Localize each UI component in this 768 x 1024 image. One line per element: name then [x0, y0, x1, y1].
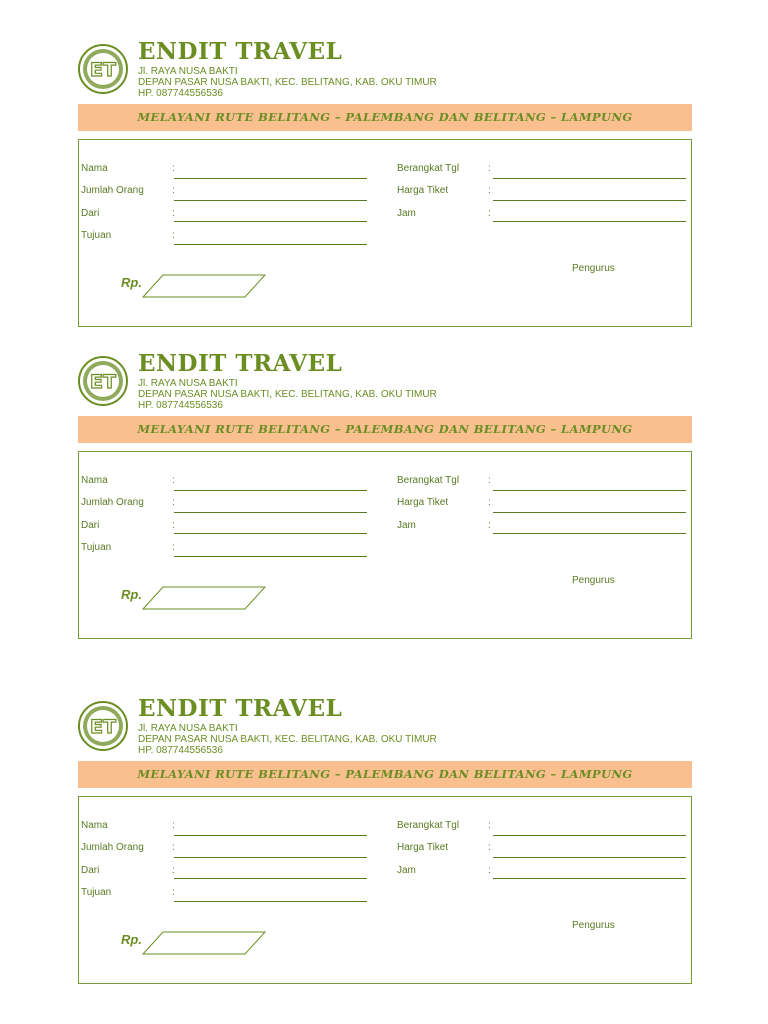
tujuan-label: Tujuan — [81, 887, 112, 898]
rp-label: Rp. — [121, 587, 142, 602]
harga-tiket-label: Harga Tiket — [397, 497, 449, 508]
ticket-1 — [78, 38, 692, 344]
logo-text: ET — [90, 371, 116, 393]
route-banner-text: MELAYANI RUTE BELITANG – PALEMBANG DAN BELITANG – LAMPUNG — [137, 422, 633, 436]
dari-field[interactable] — [174, 533, 367, 534]
colon: : — [488, 163, 491, 174]
tujuan-label: Tujuan — [81, 230, 112, 241]
company-name: ENDIT TRAVEL — [138, 350, 343, 377]
phone: HP. 087744556536 — [138, 400, 223, 411]
jam-field[interactable] — [493, 878, 686, 879]
et-logo-icon — [78, 356, 128, 406]
colon: : — [172, 542, 175, 553]
jam-label: Jam — [397, 208, 416, 219]
colon: : — [172, 887, 175, 898]
nama-field[interactable] — [174, 835, 367, 836]
jumlah-orang-field[interactable] — [174, 512, 367, 513]
address-line1: Jl. RAYA NUSA BAKTI — [138, 66, 238, 77]
tujuan-field[interactable] — [174, 556, 367, 557]
nama-field[interactable] — [174, 490, 367, 491]
tujuan-label: Tujuan — [81, 542, 112, 553]
berangkat-tgl-field[interactable] — [493, 178, 686, 179]
nama-label: Nama — [81, 820, 108, 831]
address-line2: DEPAN PASAR NUSA BAKTI, KEC. BELITANG, KAB. OKU TIMUR — [138, 77, 437, 88]
harga-tiket-field[interactable] — [493, 200, 686, 201]
rp-label: Rp. — [121, 275, 142, 290]
colon: : — [172, 475, 175, 486]
tujuan-field[interactable] — [174, 901, 367, 902]
colon: : — [172, 185, 175, 196]
jam-field[interactable] — [493, 533, 686, 534]
et-logo-icon — [78, 701, 128, 751]
jam-field[interactable] — [493, 221, 686, 222]
ticket-2 — [78, 350, 692, 656]
route-banner-text: MELAYANI RUTE BELITANG – PALEMBANG DAN BELITANG – LAMPUNG — [137, 767, 633, 781]
amount-box[interactable] — [141, 274, 267, 298]
colon: : — [172, 865, 175, 876]
jumlah-orang-field[interactable] — [174, 857, 367, 858]
signature-label: Pengurus — [572, 575, 615, 586]
address-line2: DEPAN PASAR NUSA BAKTI, KEC. BELITANG, KAB. OKU TIMUR — [138, 389, 437, 400]
colon: : — [488, 208, 491, 219]
ticket-3 — [78, 695, 692, 1001]
jam-label: Jam — [397, 520, 416, 531]
jumlah-orang-label: Jumlah Orang — [81, 185, 144, 196]
signature-label: Pengurus — [572, 920, 615, 931]
amount-box[interactable] — [141, 931, 267, 955]
ticket-form — [78, 796, 692, 984]
jam-label: Jam — [397, 865, 416, 876]
route-banner — [78, 761, 692, 788]
tujuan-field[interactable] — [174, 244, 367, 245]
berangkat-tgl-label: Berangkat Tgl — [397, 820, 460, 831]
logo-text: ET — [90, 716, 116, 738]
jumlah-orang-field[interactable] — [174, 200, 367, 201]
colon: : — [172, 497, 175, 508]
company-name: ENDIT TRAVEL — [138, 695, 343, 722]
dari-label: Dari — [81, 865, 100, 876]
ticket-form — [78, 451, 692, 639]
berangkat-tgl-field[interactable] — [493, 490, 686, 491]
colon: : — [488, 865, 491, 876]
harga-tiket-field[interactable] — [493, 512, 686, 513]
address-line1: Jl. RAYA NUSA BAKTI — [138, 378, 238, 389]
nama-label: Nama — [81, 163, 108, 174]
colon: : — [488, 520, 491, 531]
address-line2: DEPAN PASAR NUSA BAKTI, KEC. BELITANG, KAB. OKU TIMUR — [138, 734, 437, 745]
berangkat-tgl-label: Berangkat Tgl — [397, 163, 460, 174]
route-banner — [78, 104, 692, 131]
berangkat-tgl-field[interactable] — [493, 835, 686, 836]
colon: : — [488, 475, 491, 486]
colon: : — [488, 497, 491, 508]
phone: HP. 087744556536 — [138, 745, 223, 756]
et-logo-icon — [78, 44, 128, 94]
colon: : — [172, 520, 175, 531]
company-name: ENDIT TRAVEL — [138, 38, 343, 65]
nama-field[interactable] — [174, 178, 367, 179]
nama-label: Nama — [81, 475, 108, 486]
colon: : — [172, 230, 175, 241]
colon: : — [488, 820, 491, 831]
dari-label: Dari — [81, 208, 100, 219]
address-line1: Jl. RAYA NUSA BAKTI — [138, 723, 238, 734]
colon: : — [488, 185, 491, 196]
colon: : — [488, 842, 491, 853]
harga-tiket-field[interactable] — [493, 857, 686, 858]
dari-field[interactable] — [174, 878, 367, 879]
colon: : — [172, 820, 175, 831]
route-banner-text: MELAYANI RUTE BELITANG – PALEMBANG DAN BELITANG – LAMPUNG — [137, 110, 633, 124]
jumlah-orang-label: Jumlah Orang — [81, 842, 144, 853]
harga-tiket-label: Harga Tiket — [397, 185, 449, 196]
colon: : — [172, 208, 175, 219]
dari-label: Dari — [81, 520, 100, 531]
colon: : — [172, 842, 175, 853]
phone: HP. 087744556536 — [138, 88, 223, 99]
route-banner — [78, 416, 692, 443]
logo-text: ET — [90, 59, 116, 81]
signature-label: Pengurus — [572, 263, 615, 274]
colon: : — [172, 163, 175, 174]
amount-box[interactable] — [141, 586, 267, 610]
berangkat-tgl-label: Berangkat Tgl — [397, 475, 460, 486]
dari-field[interactable] — [174, 221, 367, 222]
ticket-form — [78, 139, 692, 327]
jumlah-orang-label: Jumlah Orang — [81, 497, 144, 508]
rp-label: Rp. — [121, 932, 142, 947]
harga-tiket-label: Harga Tiket — [397, 842, 449, 853]
